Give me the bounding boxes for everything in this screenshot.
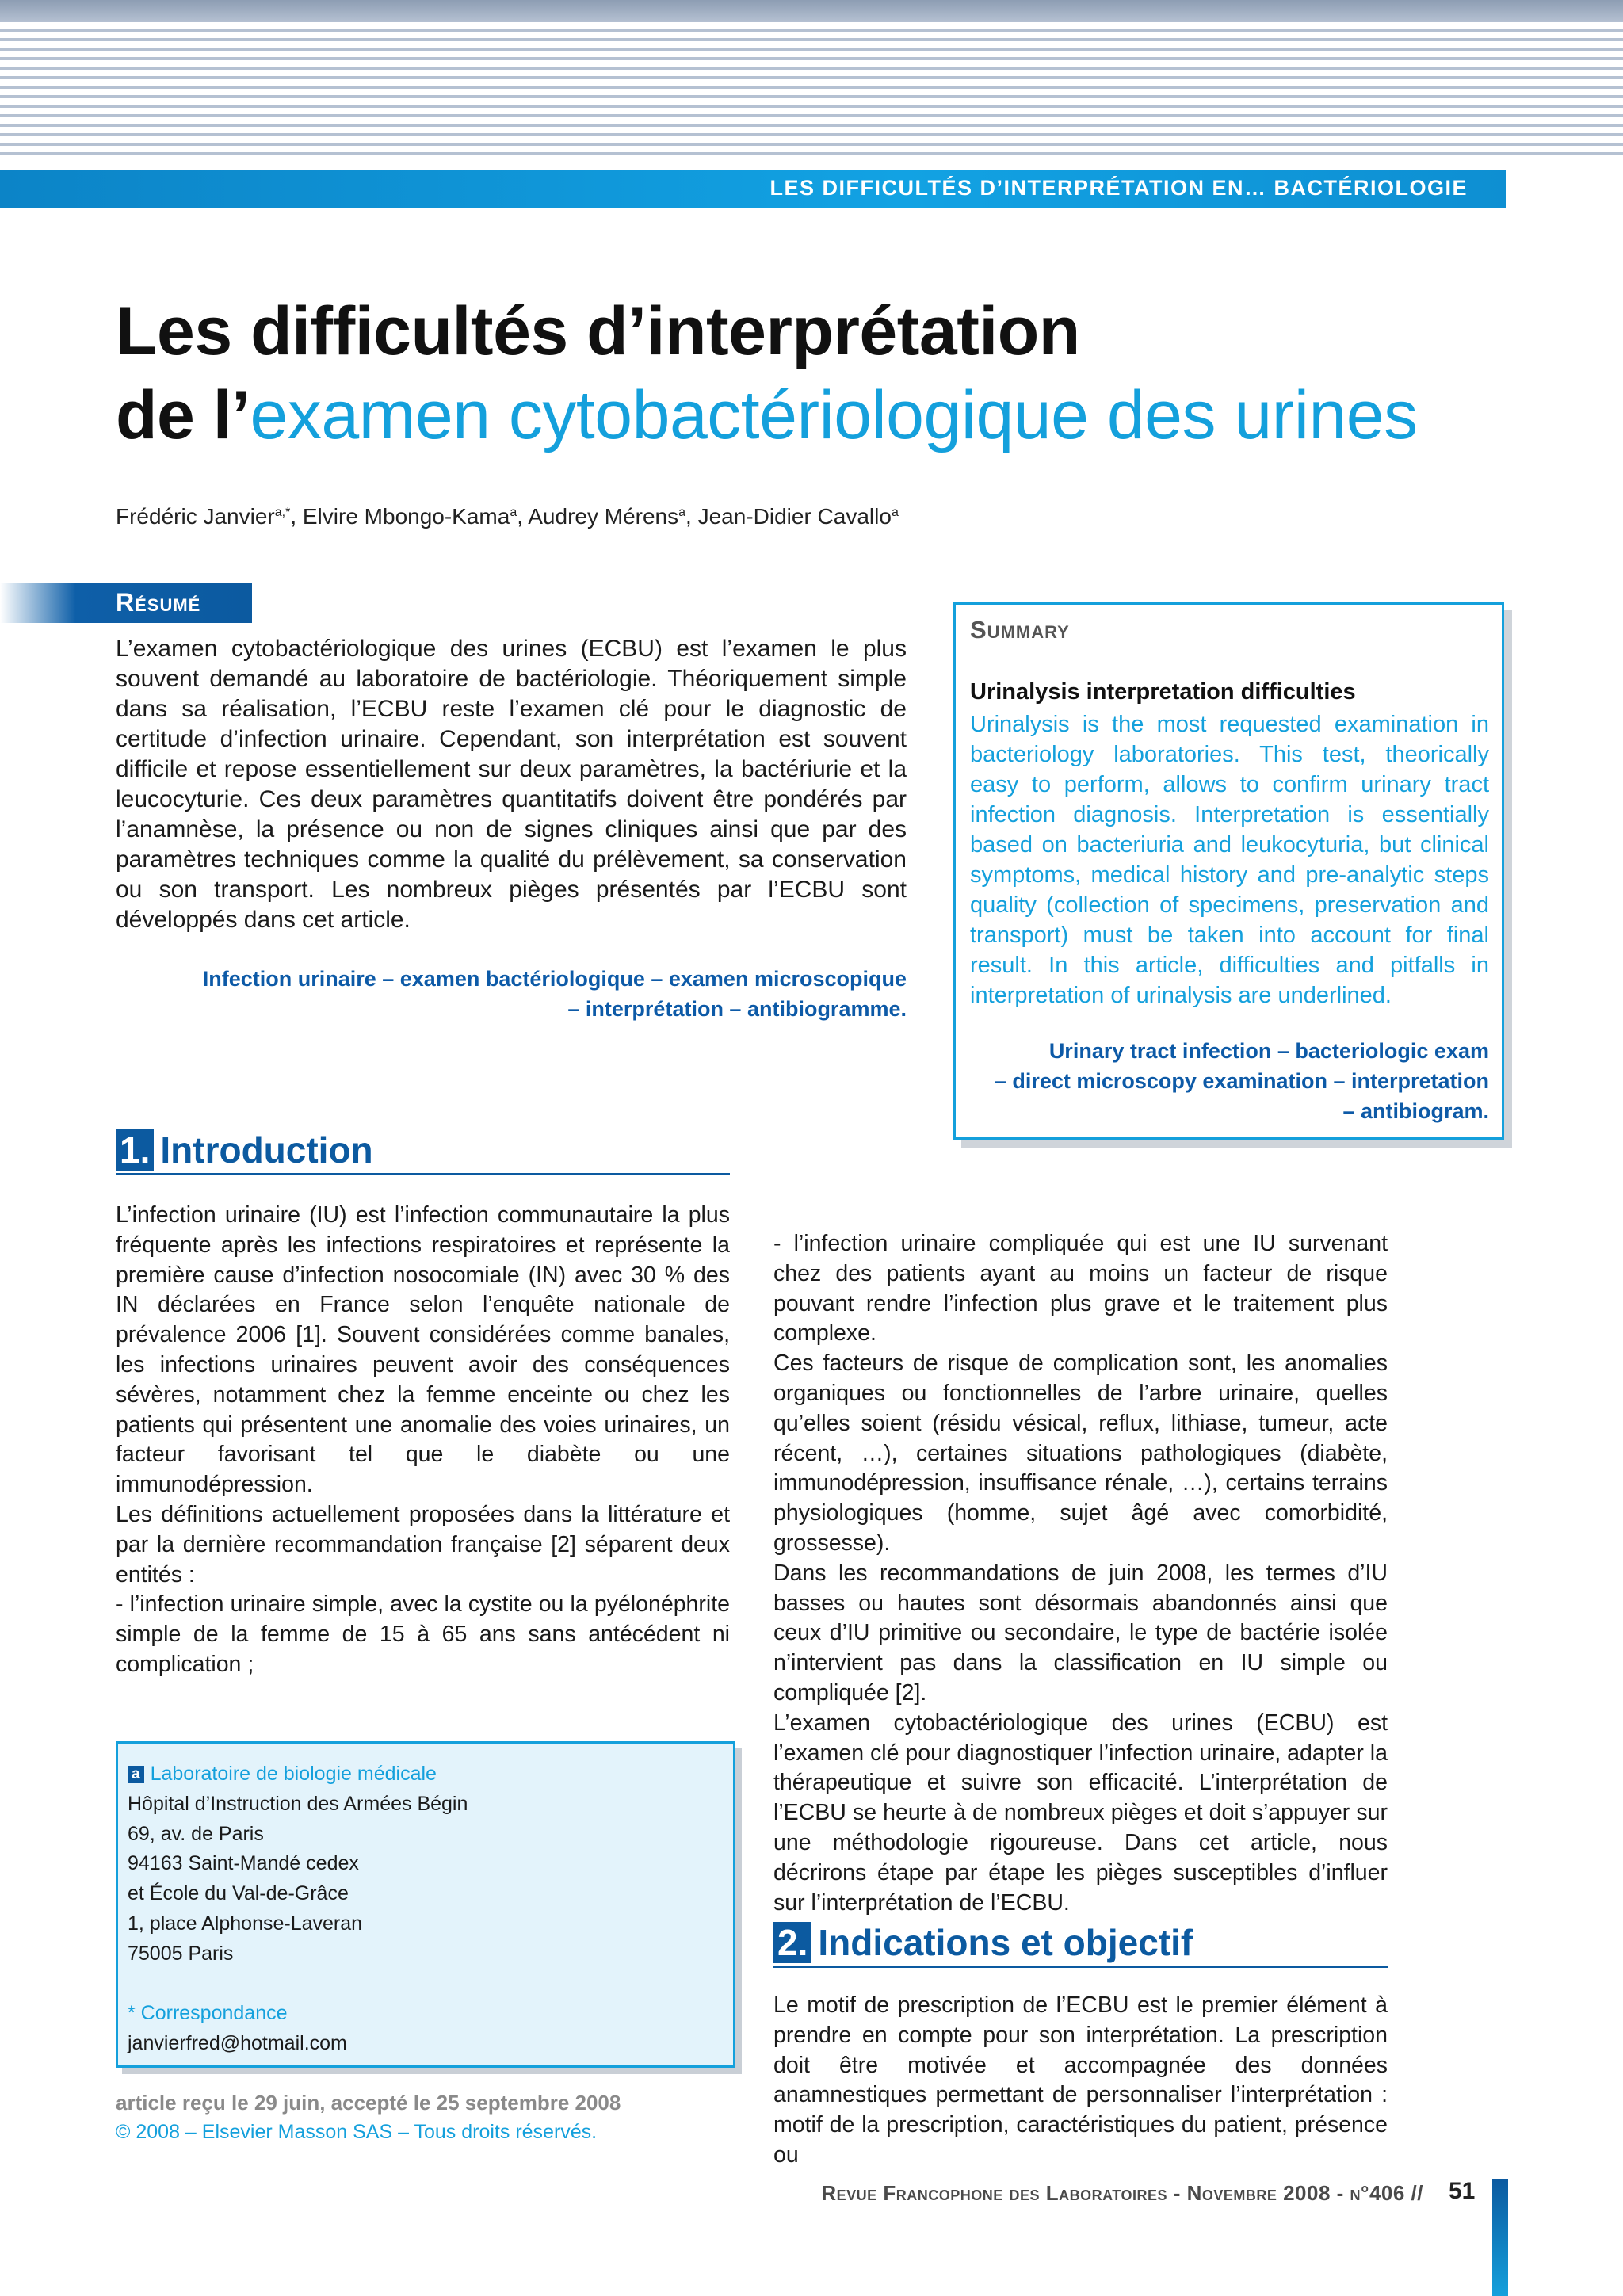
article-title	[116, 289, 1510, 457]
summary-keywords-line-1: Urinary tract infection – bacteriologic exam	[1048, 1039, 1489, 1063]
intro-paragraph-2: Les définitions actuellement proposées dans la littérature et par la dernière recommandation française [2] séparent deux entités :	[116, 1501, 730, 1587]
affiliation-line: 1, place Alphonse-Laveran	[128, 1912, 363, 1935]
resume-keywords-line-2: – interprétation – antibiogramme.	[567, 997, 907, 1021]
section-2-title: Indications et objectif	[818, 1922, 1193, 1963]
resume-text: L’examen cytobactériologique des urines (ECBU) est l’examen le plus souvent demandé au laboratoire de bactériologie. Théoriquement simple dans sa réalisation, l’ECBU reste l’examen clé pour le diagnostic de certitude d’infection urinaire. Cependant, son interprétation est souvent difficile et repose essentiellement sur deux paramètres, la bactériurie et la leucocyturie. Ces deux paramètres quantitatifs doivent être pondérés par l’anamnèse, la présence ou non de signes cliniques ainsi que par des paramètres techniques comme la qualité du prélèvement, sa conservation ou son transport. Les nombreux pièges présentés par l’ECBU sont développés dans cet article.	[116, 636, 907, 933]
author-name: Jean-Didier Cavallo	[697, 504, 892, 529]
section-2-heading	[773, 1921, 1388, 1968]
summary-keywords	[970, 1036, 1489, 1126]
author-name: Frédéric Janvier	[116, 504, 275, 529]
resume-keywords	[116, 964, 907, 1024]
intro-paragraph-3: - l’infection urinaire simple, avec la cystite ou la pyélonéphrite simple de la femme de 15 à 65 ans sans antécédent ni complication ;	[116, 1591, 730, 1677]
author-affiliation: a	[891, 506, 899, 519]
intro-paragraph-7: L’examen cytobactériologique des urines (ECBU) est l’examen clé pour diagnostiquer l’infection urinaire, adapter la thérapeutique et suivre son efficacité. L’interprétation de l’ECBU se heurte à de nombreux pièges et doit s’appuyer sur une méthodologie rigoureuse. Dans cet article, nous décrirons étape par étape les pièges susceptibles d’influer sur l’interprétation de l’ECBU.	[773, 1710, 1388, 1916]
affiliation-line: Hôpital d’Instruction des Armées Bégin	[128, 1792, 468, 1815]
author-name: Elvire Mbongo-Kama	[302, 504, 510, 529]
author-affiliation: a,*	[274, 506, 291, 519]
section-banner	[0, 170, 1506, 208]
affiliation-marker: a	[128, 1766, 144, 1783]
intro-column-1	[116, 1201, 730, 1680]
summary-heading: Summary	[970, 616, 1070, 644]
resume-keywords-line-1: Infection urinaire – examen bactériologique – examen microscopique	[202, 967, 907, 991]
intro-paragraph-1: L’infection urinaire (IU) est l’infection communautaire la plus fréquente après les infections respiratoires et représente la première cause d’infection nosocomiale (IN) avec 30 % des IN déclarées en France selon l’enquête nationale de prévalence 2006 [1]. Souvent considérées comme banales, les infections urinaires peuvent avoir des conséquences sévères, notamment chez la femme enceinte ou chez les patients qui présentent une anomalie des voies urinaires, un facteur favorisant tel que le diabète ou une immunodépression.	[116, 1202, 730, 1498]
summary-box	[953, 602, 1504, 1140]
intro-paragraph-5: Ces facteurs de risque de complication sont, les anomalies organiques ou fonctionnelles de l’arbre urinaire, quelles qu’elles soient (résidu vésical, reflux, lithiase, tumeur, acte récent, …), certaines situations pathologiques (diabète, immunodépression, insuffisance rénale, …), certains terrains physiologiques (homme, sujet âgé avec comorbidité, grossesse).	[773, 1350, 1388, 1556]
author-affiliation: a	[678, 506, 686, 519]
intro-paragraph-4: - l’infection urinaire compliquée qui est une IU survenant chez des patients ayant au moins un facteur de risque pouvant rendre l’infection plus grave et le traitement plus complexe.	[773, 1231, 1388, 1347]
summary-keywords-line-3: – antibiogram.	[1342, 1099, 1489, 1123]
title-line-2-blue: examen cytobactériologique des urines	[250, 377, 1418, 453]
author-name: Audrey Mérens	[528, 504, 679, 529]
article-received: article reçu le 29 juin, accepté le 25 septembre 2008	[116, 2091, 621, 2115]
author-affiliation: a	[510, 506, 517, 519]
banner-text: LES DIFFICULTÉS D’INTERPRÉTATION EN… BACTÉRIOLOGIE	[769, 176, 1468, 200]
affiliation-line: 94163 Saint-Mandé cedex	[128, 1852, 359, 1875]
section-1-heading	[116, 1129, 730, 1175]
footer-bar	[1492, 2179, 1508, 2296]
summary-subtitle: Urinalysis interpretation difficulties	[970, 679, 1356, 705]
article-copyright: © 2008 – Elsevier Masson SAS – Tous droits réservés.	[116, 2121, 598, 2143]
correspondance-label: * Correspondance	[128, 2002, 288, 2025]
affiliation-box	[116, 1741, 735, 2068]
page-number: 51	[1449, 2178, 1476, 2204]
summary-text: Urinalysis is the most requested examination in bacteriology laboratories. This test, theorically easy to perform, allows to confirm urinary tract infection diagnosis. Interpretation is essentially based on bacteriuria and leukocyturia, but clinical symptoms, medical history and pre-analytic steps quality (collection of specimens, preservation and transport) must be taken into account for final result. In this article, difficulties and pitfalls in interpretation of urinalysis are underlined.	[970, 712, 1489, 1008]
affiliation-line: et École du Val-de-Grâce	[128, 1882, 349, 1905]
section-1-title: Introduction	[160, 1129, 373, 1171]
section-2-number: 2.	[773, 1922, 812, 1963]
indications-paragraph-1: Le motif de prescription de l’ECBU est le premier élément à prendre en compte pour son interprétation. La prescription doit être motivée et accompagnée des données anamnestiques permettant de personnaliser l’interprétation : motif de la prescription, caractéristiques du patient, présence ou	[773, 1992, 1388, 2168]
resume-heading: Résumé	[116, 588, 201, 617]
intro-column-2	[773, 1229, 1388, 1918]
summary-keywords-line-2: – direct microscopy examination – interpretation	[994, 1069, 1489, 1093]
affiliation-line: 69, av. de Paris	[128, 1822, 264, 1845]
section-1-number: 1.	[116, 1129, 154, 1171]
affiliation-line: 75005 Paris	[128, 1942, 234, 1965]
header-stripes	[0, 0, 1623, 159]
title-line-2-dark: de l’	[116, 377, 250, 453]
correspondance-email[interactable]: janvierfred@hotmail.com	[128, 2032, 347, 2055]
affiliation-content	[128, 1759, 730, 2059]
journal-footer: Revue Francophone des Laboratoires - Novembre 2008 - n°406 //	[821, 2181, 1423, 2205]
author-list: Frédéric Janvier$^{a,*}$, Elvire Mbongo-Kama$^a$, Audrey Mérens$^a$, Jean-Didier Cavallo$^a$	[116, 504, 899, 529]
intro-paragraph-6: Dans les recommandations de juin 2008, les termes d’IU basses ou hautes sont désormais abandonnés ainsi que ceux d’IU primitive ou secondaire, le type de bactérie isolée n’intervient pas dans la classification en IU simple ou compliquée [2].	[773, 1560, 1388, 1706]
affiliation-lab: Laboratoire de biologie médicale	[150, 1763, 437, 1785]
indications-text	[773, 1991, 1388, 2171]
title-line-1: Les difficultés d’interprétation	[116, 293, 1080, 369]
